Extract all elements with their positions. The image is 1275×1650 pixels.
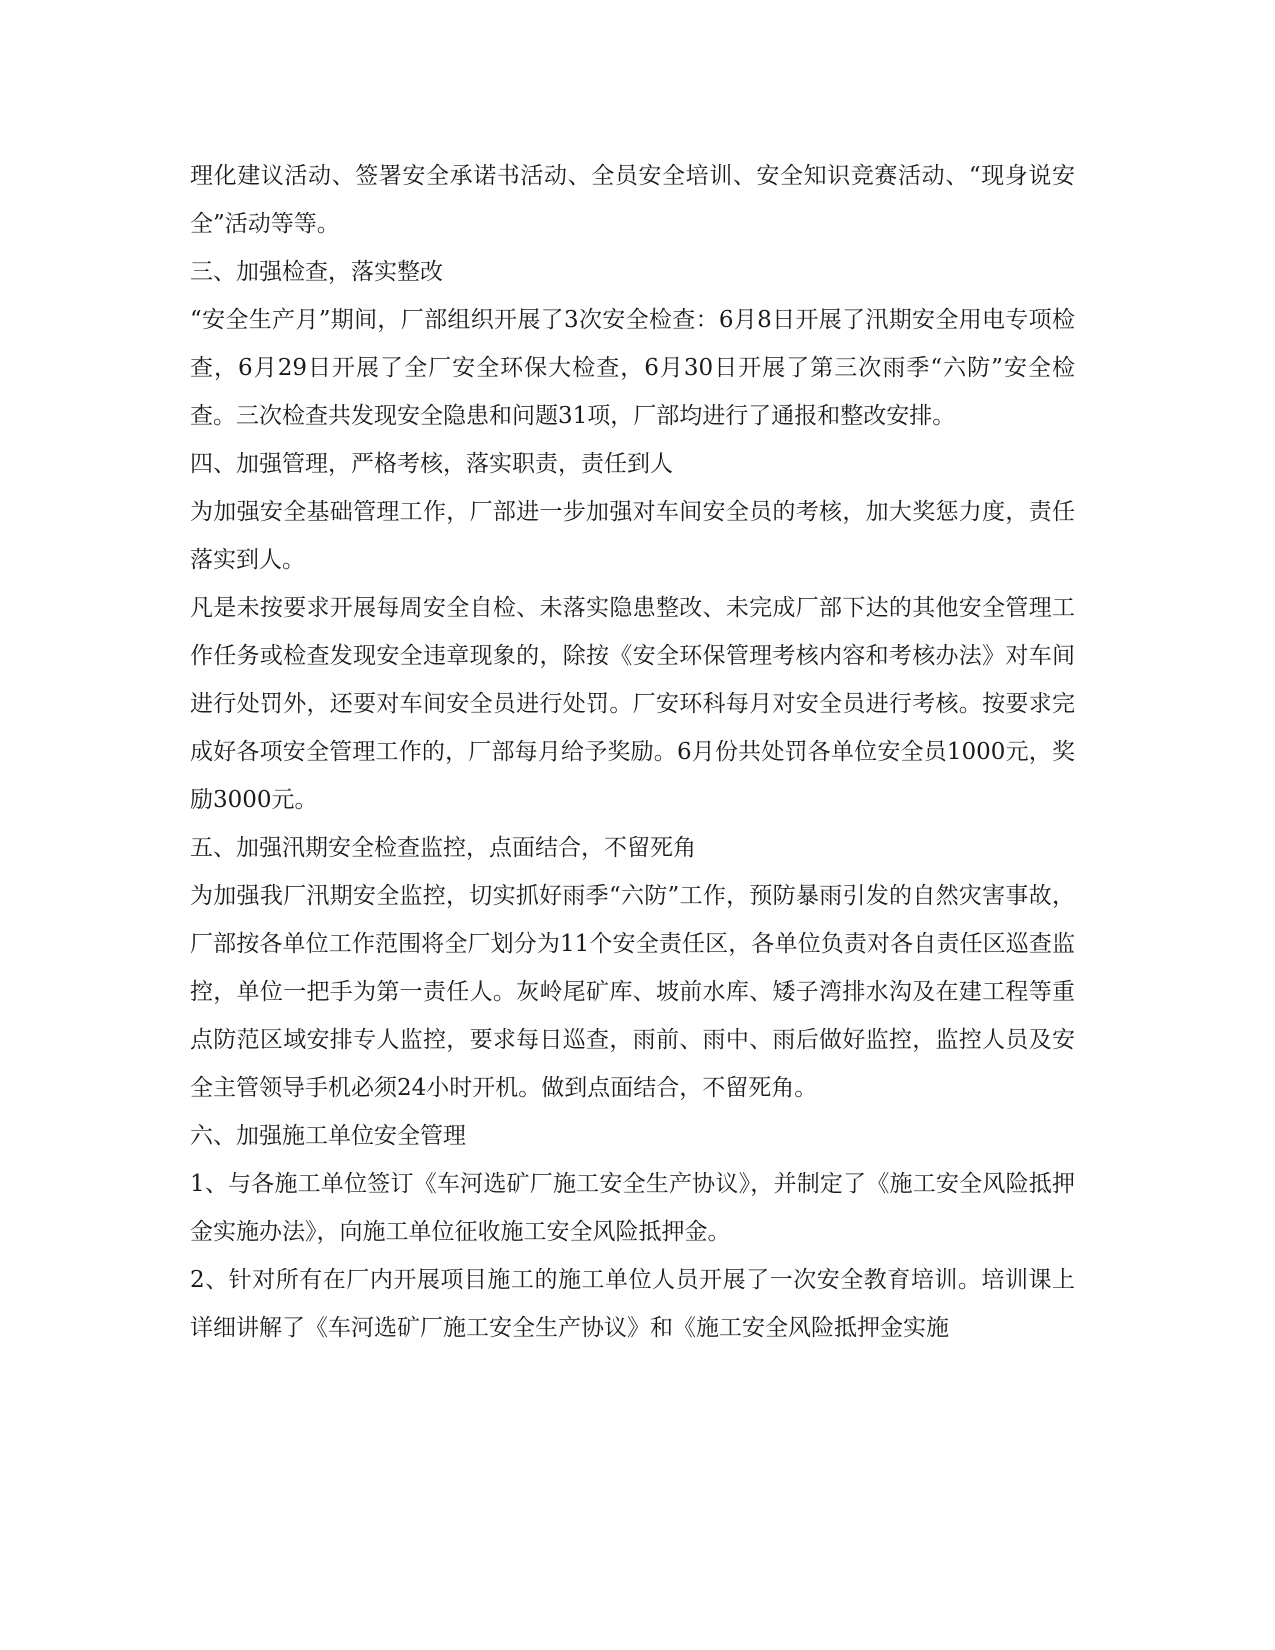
paragraph-contractor-training: 2、针对所有在厂内开展项目施工的施工单位人员开展了一次安全教育培训。培训课上详细讲解了《车河选矿厂施工安全生产协议》和《施工安全风险抵押金实施: [190, 1267, 1075, 1341]
paragraph-management: 为加强安全基础管理工作，厂部进一步加强对车间安全员的考核，加大奖惩力度，责任落实到人。: [190, 499, 1075, 573]
document-page: [190, 152, 1075, 1352]
paragraph-contractor-agreement: 1、与各施工单位签订《车河选矿厂施工安全生产协议》，并制定了《施工安全风险抵押金实施办法》，向施工单位征收施工安全风险抵押金。: [190, 1171, 1075, 1245]
paragraph-flood-monitoring: 为加强我厂汛期安全监控，切实抓好雨季“六防”工作，预防暴雨引发的自然灾害事故，厂部按各单位工作范围将全厂划分为11个安全责任区，各单位负责对各自责任区巡查监控，单位一把手为第一责任人。灰岭尾矿库、坡前水库、矮子湾排水沟及在建工程等重点防范区域安排专人监控，要求每日巡查，雨前、雨中、雨后做好监控，监控人员及安全主管领导手机必须24小时开机。做到点面结合，不留死角。: [190, 883, 1075, 1101]
heading-section-4: 四、加强管理，严格考核，落实职责，责任到人: [190, 451, 673, 477]
paragraph-activities: 理化建议活动、签署安全承诺书活动、全员安全培训、安全知识竞赛活动、“现身说安全”活动等等。: [190, 163, 1075, 237]
heading-section-3: 三、加强检查，落实整改: [190, 259, 443, 285]
paragraph-inspections: “安全生产月”期间，厂部组织开展了3次安全检查：6月8日开展了汛期安全用电专项检查，6月29日开展了全厂安全环保大检查，6月30日开展了第三次雨季“六防”安全检查。三次检查共发现安全隐患和问题31项，厂部均进行了通报和整改安排。: [190, 307, 1075, 429]
heading-section-6: 六、加强施工单位安全管理: [190, 1123, 466, 1149]
paragraph-penalties: 凡是未按要求开展每周安全自检、未落实隐患整改、未完成厂部下达的其他安全管理工作任务或检查发现安全违章现象的，除按《安全环保管理考核内容和考核办法》对车间进行处罚外，还要对车间安全员进行处罚。厂安环科每月对安全员进行考核。按要求完成好各项安全管理工作的，厂部每月给予奖励。6月份共处罚各单位安全员1000元，奖励3000元。: [190, 595, 1075, 813]
heading-section-5: 五、加强汛期安全检查监控，点面结合，不留死角: [190, 835, 696, 861]
